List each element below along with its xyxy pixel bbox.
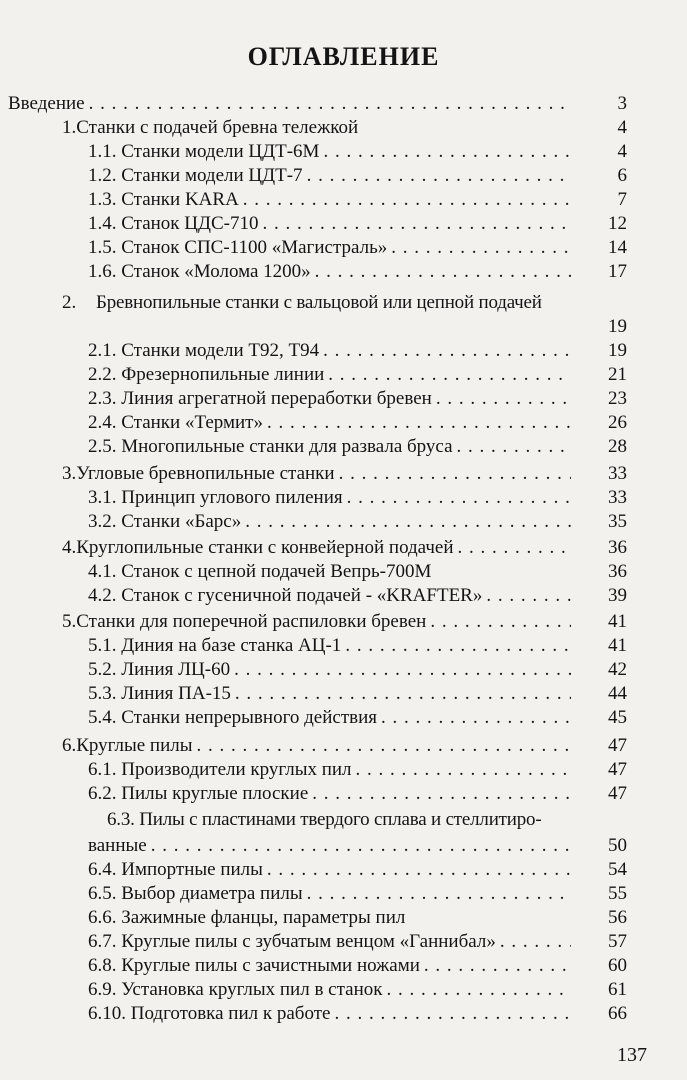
dot-leader	[345, 635, 571, 657]
toc-entry-section	[88, 237, 627, 259]
toc-label: 6.1. Производители круглых пил	[88, 759, 352, 780]
toc-entry-section	[88, 907, 627, 929]
toc-label: 6.2. Пилы круглые плоские	[88, 783, 309, 804]
dot-leader	[347, 487, 571, 509]
toc-label: 6.5. Выбор диаметра пилы	[88, 883, 303, 904]
toc-label: 1.6. Станок «Молома 1200»	[88, 261, 311, 282]
chapter-number: 4.	[62, 537, 77, 558]
toc-entry-section	[88, 561, 627, 583]
dot-leader	[312, 783, 571, 805]
toc-entry-section	[88, 955, 627, 977]
dot-leader	[328, 364, 571, 386]
toc-page: 61	[608, 979, 627, 1000]
dot-leader	[267, 412, 571, 434]
dot-leader	[323, 340, 571, 362]
toc-page: 50	[608, 835, 627, 856]
toc-entry-section	[88, 261, 627, 283]
toc-label: Бревнопильные станки с вальцовой или цепной подачей	[96, 292, 542, 313]
chapter-number: 1.	[62, 117, 77, 138]
toc-entry-section	[88, 585, 627, 607]
toc-entry-section	[88, 165, 627, 187]
dot-leader	[235, 683, 571, 705]
toc-entry-chapter	[62, 735, 627, 757]
toc-page: 54	[608, 859, 627, 880]
toc-label: 5.4. Станки непрерывного действия	[88, 707, 378, 728]
toc-page: 41	[608, 635, 627, 656]
toc-label: Станки для поперечной распиловки бревен	[76, 611, 427, 632]
toc-entry-section	[88, 759, 627, 781]
dot-leader	[197, 735, 571, 757]
toc-label: 2.2. Фрезернопильные линии	[88, 364, 325, 385]
dot-leader	[262, 213, 571, 235]
toc-page: 4	[617, 117, 627, 138]
toc-page: 47	[608, 735, 627, 756]
dot-leader	[323, 141, 571, 163]
dot-leader	[307, 883, 571, 905]
toc-entry-section	[88, 835, 627, 857]
dot-leader	[356, 759, 571, 781]
toc-label: 1.4. Станок ЦДС-710	[88, 213, 259, 234]
dot-leader	[457, 436, 571, 458]
toc-entry-chapter	[62, 117, 627, 139]
chapter-number: 2.	[62, 292, 77, 313]
toc-entry-section	[88, 883, 627, 905]
toc-page: 36	[608, 537, 627, 558]
chapter-number: 5.	[62, 611, 77, 632]
toc-page: 4	[617, 141, 627, 162]
dot-leader	[267, 859, 571, 881]
toc-label: 2.4. Станки «Термит»	[88, 412, 263, 433]
toc-page: 47	[608, 783, 627, 804]
toc-label: 6.10. Подготовка пил к работе	[88, 1003, 331, 1024]
toc-label: 1.1. Станки модели ЦДТ-6М	[88, 141, 320, 162]
toc-entry-chapter	[62, 292, 542, 314]
toc-page: 33	[608, 487, 627, 508]
toc-entry-section	[88, 412, 627, 434]
dot-leader	[315, 261, 571, 283]
toc-label: 2.1. Станки модели Т92, Т94	[88, 340, 320, 361]
dot-leader	[334, 1003, 571, 1025]
toc-entry-section	[88, 388, 627, 410]
toc-label: ванные	[88, 835, 147, 856]
dot-leader	[458, 537, 571, 559]
toc-label: Введение	[8, 93, 85, 114]
toc-entry-section	[88, 659, 627, 681]
toc-entry-section	[88, 189, 627, 211]
toc-label: 6.4. Импортные пилы	[88, 859, 263, 880]
toc-page: 6	[617, 165, 627, 186]
toc-entry-section	[88, 979, 627, 1001]
toc-page: 66	[608, 1003, 627, 1024]
toc-label: 5.2. Линия ЛЦ-60	[88, 659, 231, 680]
toc-entry-section	[88, 340, 627, 362]
toc-entry-chapter	[62, 463, 627, 485]
toc-entry-section	[88, 683, 627, 705]
toc-label: 6.3. Пилы с пластинами твердого сплава и стеллитиро-	[107, 809, 542, 830]
toc-label: 3.1. Принцип углового пиления	[88, 487, 343, 508]
toc-entry-section	[88, 213, 627, 235]
dot-leader	[307, 165, 571, 187]
toc-label: 2.3. Линия агрегатной переработки бревен	[88, 388, 432, 409]
toc-label: Угловые бревнопильные станки	[76, 463, 335, 484]
toc-label: 3.2. Станки «Барс»	[88, 511, 242, 532]
dot-leader	[89, 93, 571, 115]
toc-page: 26	[608, 412, 627, 433]
toc-entry-section	[88, 141, 627, 163]
toc-page: 35	[608, 511, 627, 532]
toc-page: 33	[608, 463, 627, 484]
toc-label: Станки с подачей бревна тележкой	[76, 117, 359, 138]
toc-label: 5.3. Линия ПА-15	[88, 683, 231, 704]
dot-leader	[339, 463, 571, 485]
dot-leader	[424, 955, 571, 977]
toc-entry-section	[88, 511, 627, 533]
toc-entry-section	[88, 931, 627, 953]
toc-page: 56	[608, 907, 627, 928]
dot-leader	[391, 237, 571, 259]
toc-label: 6.8. Круглые пилы с зачистными ножами	[88, 955, 420, 976]
dot-leader	[436, 388, 571, 410]
toc-entry-section-wrap	[107, 809, 541, 831]
toc-label: Круглые пилы	[76, 735, 193, 756]
page-number: 137	[617, 1044, 647, 1066]
toc-page: 44	[608, 683, 627, 704]
chapter-number: 3.	[62, 463, 77, 484]
dot-leader	[243, 189, 571, 211]
toc-label: 6.7. Круглые пилы с зубчатым венцом «Ганнибал»	[88, 931, 496, 952]
toc-label: 6.9. Установка круглых пил в станок	[88, 979, 383, 1000]
toc-label: 1.2. Станки модели ЦДТ-7	[88, 165, 303, 186]
toc-label: 4.1. Станок с цепной подачей Вепрь-700М	[88, 561, 432, 582]
toc-page: 21	[608, 364, 627, 385]
toc-label: 2.5. Многопильные станки для развала бруса	[88, 436, 453, 457]
toc-page: 3	[617, 93, 627, 114]
dot-leader	[234, 659, 571, 681]
toc-entry-section	[88, 436, 627, 458]
dot-leader	[386, 979, 571, 1001]
toc-entry-continuation	[62, 316, 627, 338]
chapter-number: 6.	[62, 735, 77, 756]
dot-leader	[151, 835, 571, 857]
dot-leader	[486, 585, 571, 607]
toc-label: 6.6. Зажимные фланцы, параметры пил	[88, 907, 406, 928]
toc-entry-section	[88, 364, 627, 386]
toc-page: 45	[608, 707, 627, 728]
toc-page: 19	[608, 340, 627, 361]
toc-page: 7	[617, 189, 627, 210]
toc-entry-section	[88, 1003, 627, 1025]
toc-page: 23	[608, 388, 627, 409]
toc-page: 60	[608, 955, 627, 976]
toc-entry-chapter	[62, 537, 627, 559]
toc-page: 47	[608, 759, 627, 780]
toc-page: 19	[608, 316, 627, 337]
toc-label: 1.3. Станки KARA	[88, 189, 239, 210]
toc-page: 42	[608, 659, 627, 680]
toc-label: 4.2. Станок с гусеничной подачей - «KRAFTER»	[88, 585, 483, 606]
page-title: ОГЛАВЛЕНИЕ	[247, 42, 440, 71]
dot-leader	[245, 511, 571, 533]
toc-page: 55	[608, 883, 627, 904]
toc-page: 39	[608, 585, 627, 606]
toc-entry-section	[88, 783, 627, 805]
toc-page: 41	[608, 611, 627, 632]
toc-label: 5.1. Диния на базе станка АЦ-1	[88, 635, 342, 656]
dot-leader	[500, 931, 571, 953]
toc-entry-chapter	[62, 611, 627, 633]
toc-entry-section	[88, 487, 627, 509]
toc-page: 36	[608, 561, 627, 582]
toc-page: 12	[608, 213, 627, 234]
toc-label: 1.5. Станок СПС-1100 «Магистраль»	[88, 237, 388, 258]
toc-page: 57	[608, 931, 627, 952]
toc-page: 17	[608, 261, 627, 282]
toc-entry-section	[88, 859, 627, 881]
toc-label: Круглопильные станки с конвейерной подачей	[76, 537, 454, 558]
dot-leader	[430, 611, 571, 633]
toc-entry-section	[88, 707, 627, 729]
dot-leader	[381, 707, 571, 729]
toc-page: 14	[608, 237, 627, 258]
toc-entry-section	[88, 635, 627, 657]
toc-entry-intro	[8, 93, 627, 115]
toc-page: 28	[608, 436, 627, 457]
